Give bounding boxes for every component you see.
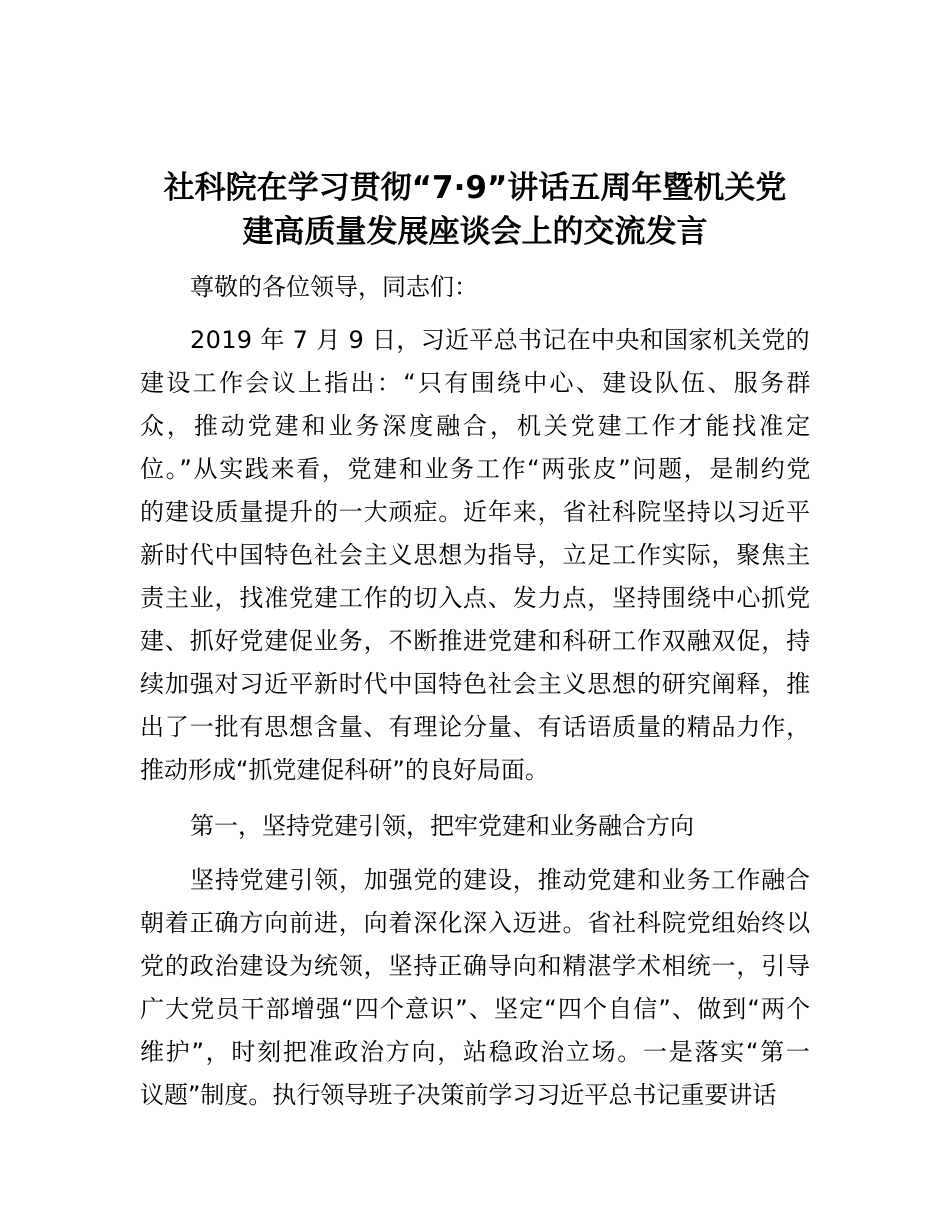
paragraph1-line: 建、抓好党建促业务，不断推进党建和科研工作双融双促，持 bbox=[140, 627, 811, 655]
paragraph1-line: 2019 年 7 月 9 日，习近平总书记在中央和国家机关党的 bbox=[190, 326, 810, 354]
paragraph2-line: 维护”，时刻把准政治方向，站稳政治立场。一是落实“第一 bbox=[140, 1038, 812, 1066]
document-title bbox=[140, 166, 810, 254]
paragraph2-line: 朝着正确方向前进，向着深化深入迈进。省社科院党组始终以 bbox=[140, 909, 811, 937]
paragraph1-line: 位。”从实践来看，党建和业务工作“两张皮”问题，是制约党 bbox=[140, 455, 813, 483]
paragraph1-line: 众，推动党建和业务深度融合，机关党建工作才能找准定 bbox=[140, 412, 813, 440]
paragraph1-line: 推动形成“抓党建促科研”的良好局面。 bbox=[140, 756, 549, 784]
paragraph2-line: 党的政治建设为统领，坚持正确导向和精湛学术相统一，引导 bbox=[140, 952, 811, 980]
paragraph2-line: 坚持党建引领，加强党的建设，推动党建和业务工作融合 bbox=[190, 866, 811, 894]
paragraph1-line: 的建设质量提升的一大顽症。近年来，省社科院坚持以习近平 bbox=[140, 498, 811, 526]
paragraph1-line: 责主业，找准党建工作的切入点、发力点，坚持围绕中心抓党 bbox=[140, 584, 811, 612]
paragraph2-line: 广大党员干部增强“四个意识”、坚定“四个自信”、做到“两个 bbox=[140, 995, 812, 1023]
paragraph1-line: 续加强对习近平新时代中国特色社会主义思想的研究阐释，推 bbox=[140, 670, 811, 698]
title-line-1: 社科院在学习贯彻“7·9”讲话五周年暨机关党 bbox=[163, 170, 787, 206]
paragraph1-line: 建设工作会议上指出：“只有围绕中心、建设队伍、服务群 bbox=[140, 369, 813, 397]
paragraph1-line: 出了一批有思想含量、有理论分量、有话语质量的精品力作， bbox=[140, 713, 811, 741]
title-line-2: 建高质量发展座谈会上的交流发言 bbox=[242, 214, 708, 250]
paragraph1-line: 新时代中国特色社会主义思想为指导，立足工作实际，聚焦主 bbox=[140, 541, 811, 569]
section1-heading: 第一，坚持党建引领，把牢党建和业务融合方向 bbox=[190, 812, 694, 840]
salutation: 尊敬的各位领导，同志们： bbox=[190, 273, 478, 301]
paragraph2-line: 议题”制度。执行领导班子决策前学习习近平总书记重要讲话 bbox=[140, 1081, 777, 1109]
